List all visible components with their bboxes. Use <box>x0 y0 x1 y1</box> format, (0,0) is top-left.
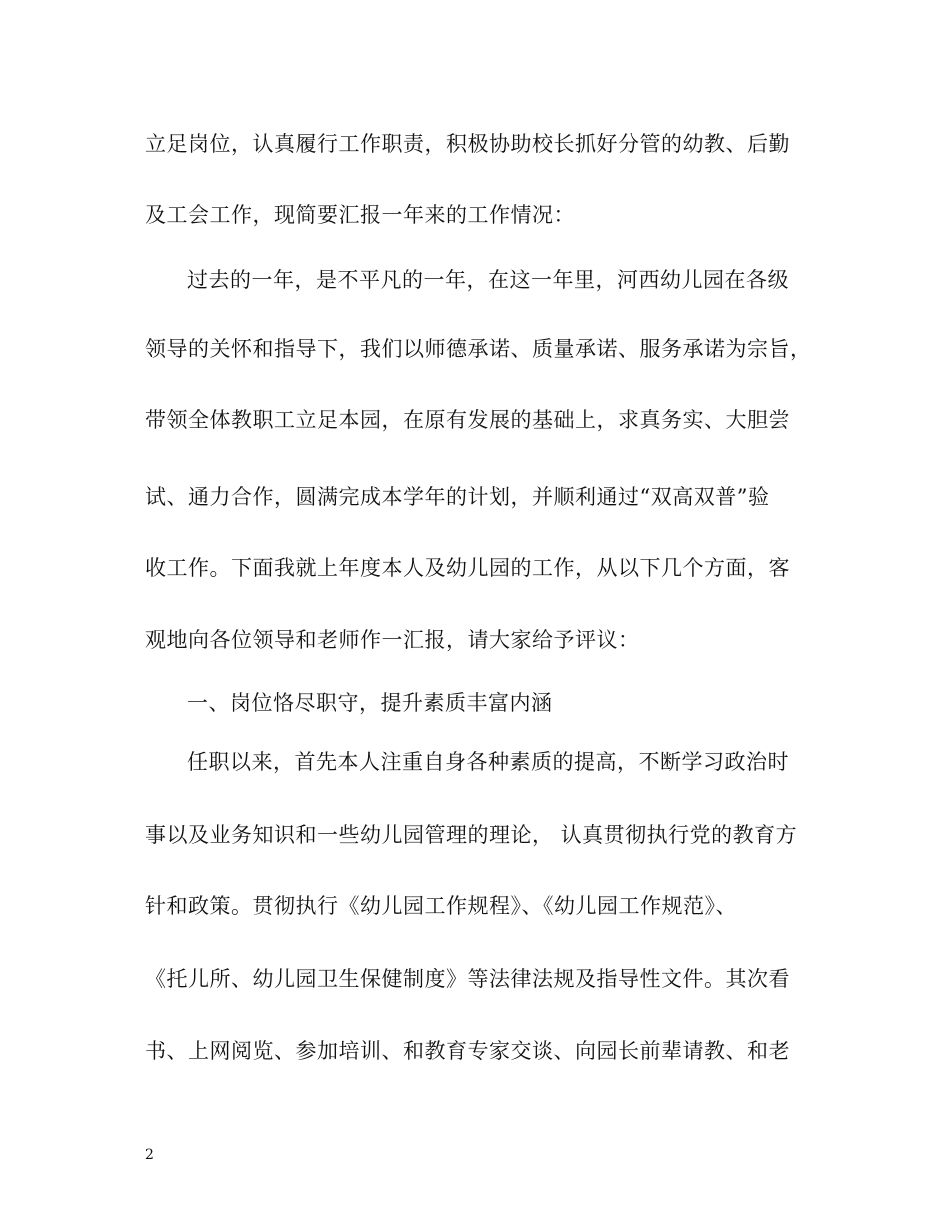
text-line-2: 及工会工作，现简要汇报一年来的工作情况： <box>145 203 575 227</box>
text-line-8: 观地向各位领导和老师作一汇报，请大家给予评议： <box>145 628 640 652</box>
text-line-12: 针和政策。贯彻执行《幼儿园工作规程》、《幼儿园工作规范》、 <box>145 894 737 918</box>
page-number: 2 <box>145 1147 154 1163</box>
text-line-6: 试、通力合作，圆满完成本学年的计划，并顺利通过“双高双普”验 <box>145 485 770 509</box>
section-heading: 一、岗位恪尽职守，提升素质丰富内涵 <box>187 691 553 715</box>
text-line-4: 领导的关怀和指导下，我们以师德承诺、质量承诺、服务承诺为宗旨， <box>145 337 812 361</box>
text-line-7: 收工作。下面我就上年度本人及幼儿园的工作，从以下几个方面，客 <box>145 556 790 580</box>
paragraph-start-line-3: 过去的一年，是不平凡的一年，在这一年里，河西幼儿园在各级 <box>187 268 789 292</box>
paragraph-start-line-10: 任职以来，首先本人注重自身各种素质的提高，不断学习政治时 <box>187 750 789 774</box>
text-line-5: 带领全体教职工立足本园，在原有发展的基础上，求真务实、大胆尝 <box>145 408 790 432</box>
text-line-13: 《托儿所、幼儿园卫生保健制度》等法律法规及指导性文件。其次看 <box>145 967 790 991</box>
text-line-11: 事以及业务知识和一些幼儿园管理的理论， 认真贯彻执行党的教育方 <box>145 823 798 847</box>
text-line-1: 立足岗位，认真履行工作职责，积极协助校长抓好分管的幼教、后勤 <box>145 132 790 156</box>
text-line-14: 书、上网阅览、参加培训、和教育专家交谈、向园长前辈请教、和老 <box>145 1039 790 1063</box>
